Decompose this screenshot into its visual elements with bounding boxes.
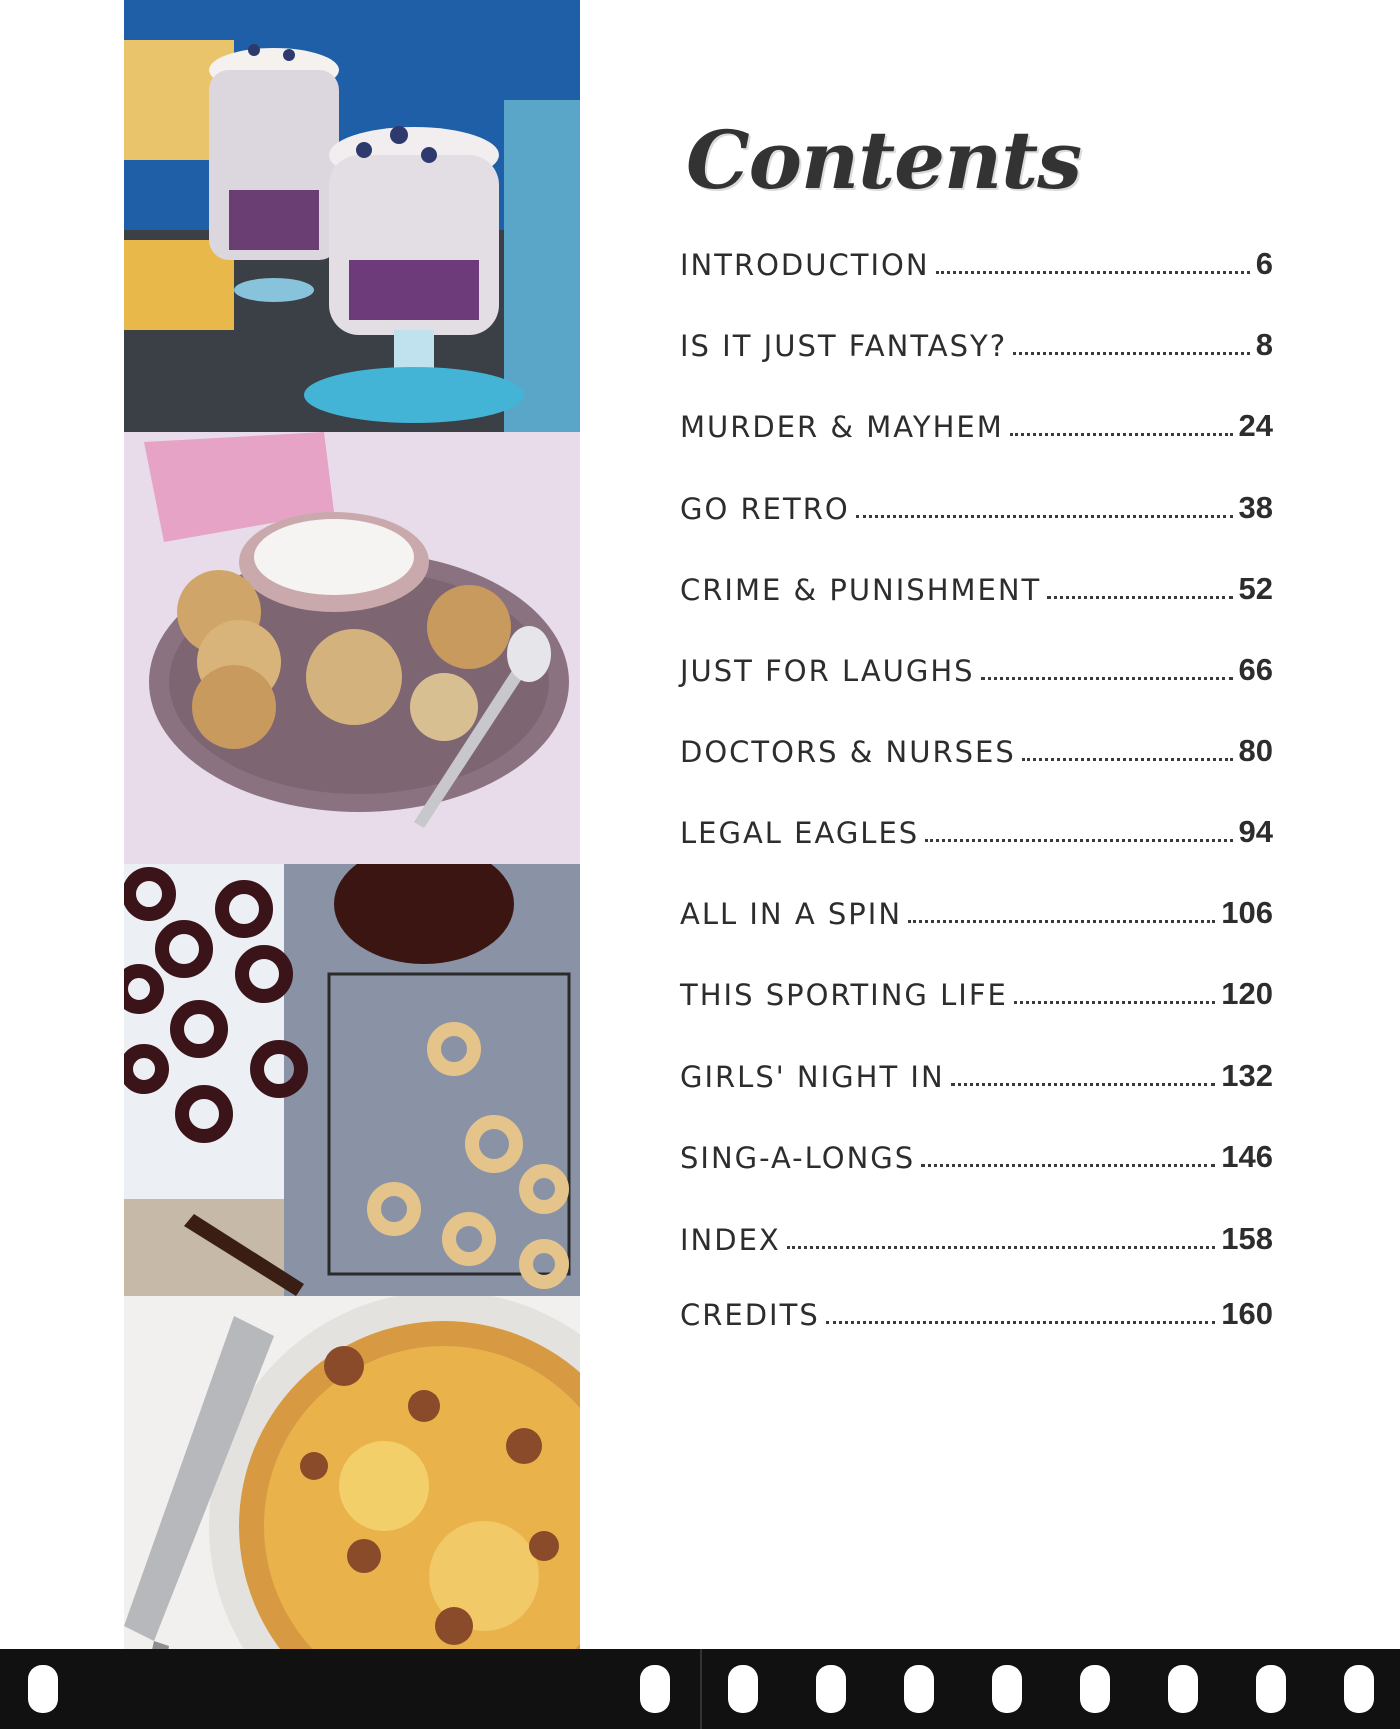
toc-leader-dots xyxy=(936,270,1250,274)
toc-entry-label: SING-A-LONGS xyxy=(680,1141,916,1175)
toc-entry-page: 158 xyxy=(1221,1221,1273,1256)
toc-entry[interactable] xyxy=(680,1217,1273,1257)
toc-entry-page: 38 xyxy=(1238,490,1273,525)
toc-entry[interactable] xyxy=(680,729,1273,769)
film-strip xyxy=(0,1649,1400,1729)
toc-leader-dots xyxy=(1013,351,1250,355)
toc-leader-dots xyxy=(951,1082,1216,1086)
toc-leader-dots xyxy=(1010,432,1233,436)
toc-entry-label: THIS SPORTING LIFE xyxy=(680,978,1008,1012)
toc-entry-label: MURDER & MAYHEM xyxy=(680,410,1004,444)
film-hole xyxy=(992,1665,1022,1713)
film-frame-line xyxy=(700,1649,702,1729)
toc-leader-dots xyxy=(925,838,1232,842)
toc-entry-label: CREDITS xyxy=(680,1298,820,1332)
film-hole xyxy=(1168,1665,1198,1713)
toc-entry-label: JUST FOR LAUGHS xyxy=(680,654,975,688)
toc-entry-page: 24 xyxy=(1238,408,1273,443)
toc-entry[interactable] xyxy=(680,972,1273,1012)
toc-entry[interactable] xyxy=(680,1135,1273,1175)
toc-entry[interactable] xyxy=(680,486,1273,526)
film-hole xyxy=(728,1665,758,1713)
toc-entry[interactable] xyxy=(680,1054,1273,1094)
fishcakes-photo xyxy=(124,432,580,864)
toc-leader-dots xyxy=(981,676,1233,680)
toc-leader-dots xyxy=(856,514,1233,518)
toc-leader-dots xyxy=(826,1320,1216,1324)
photo-column xyxy=(124,0,580,1729)
toc-entry[interactable] xyxy=(680,810,1273,850)
toc-entry-page: 8 xyxy=(1255,327,1273,362)
toc-entry-label: GIRLS' NIGHT IN xyxy=(680,1060,945,1094)
toc-leader-dots xyxy=(1047,595,1232,599)
table-of-contents xyxy=(680,110,1273,1332)
toc-entry[interactable] xyxy=(680,404,1273,444)
toc-entry-label: DOCTORS & NURSES xyxy=(680,735,1016,769)
toc-entry-label: ALL IN A SPIN xyxy=(680,897,903,931)
toc-entry[interactable] xyxy=(680,1292,1273,1332)
toc-leader-dots xyxy=(908,919,1215,923)
toc-leader-dots xyxy=(1014,1000,1215,1004)
toc-entry-page: 52 xyxy=(1238,571,1273,606)
toc-entry[interactable] xyxy=(680,323,1273,363)
toc-entry-label: IS IT JUST FANTASY? xyxy=(680,329,1008,363)
toc-entry-page: 106 xyxy=(1221,895,1273,930)
toc-entry-page: 80 xyxy=(1238,733,1273,768)
film-hole xyxy=(1080,1665,1110,1713)
film-hole xyxy=(28,1665,58,1713)
film-hole xyxy=(1344,1665,1374,1713)
film-hole xyxy=(640,1665,670,1713)
toc-leader-dots xyxy=(787,1245,1215,1249)
pretzels-photo xyxy=(124,864,580,1296)
toc-entry-label: CRIME & PUNISHMENT xyxy=(680,573,1042,607)
toc-entry-label: GO RETRO xyxy=(680,492,850,526)
toc-entry-label: LEGAL EAGLES xyxy=(680,816,920,850)
film-hole xyxy=(816,1665,846,1713)
toc-entry-page: 146 xyxy=(1221,1139,1273,1174)
film-hole xyxy=(904,1665,934,1713)
toc-entry-page: 66 xyxy=(1238,652,1273,687)
toc-leader-dots xyxy=(1022,757,1233,761)
toc-entry-page: 6 xyxy=(1255,246,1273,281)
toc-entry-label: INDEX xyxy=(680,1223,781,1257)
film-hole xyxy=(1256,1665,1286,1713)
toc-leader-dots xyxy=(921,1163,1215,1167)
toc-entry-page: 120 xyxy=(1221,976,1273,1011)
toc-entry[interactable] xyxy=(680,891,1273,931)
contents-title: Contents xyxy=(686,113,1082,207)
toc-entry-label: INTRODUCTION xyxy=(680,248,930,282)
toc-entry-page: 132 xyxy=(1221,1058,1273,1093)
toc-entry[interactable] xyxy=(680,567,1273,607)
toc-entry[interactable] xyxy=(680,648,1273,688)
toc-entry-page: 94 xyxy=(1238,814,1273,849)
toc-entry[interactable] xyxy=(680,242,1273,282)
toc-entry-page: 160 xyxy=(1221,1296,1273,1331)
milkshake-photo xyxy=(124,0,580,432)
